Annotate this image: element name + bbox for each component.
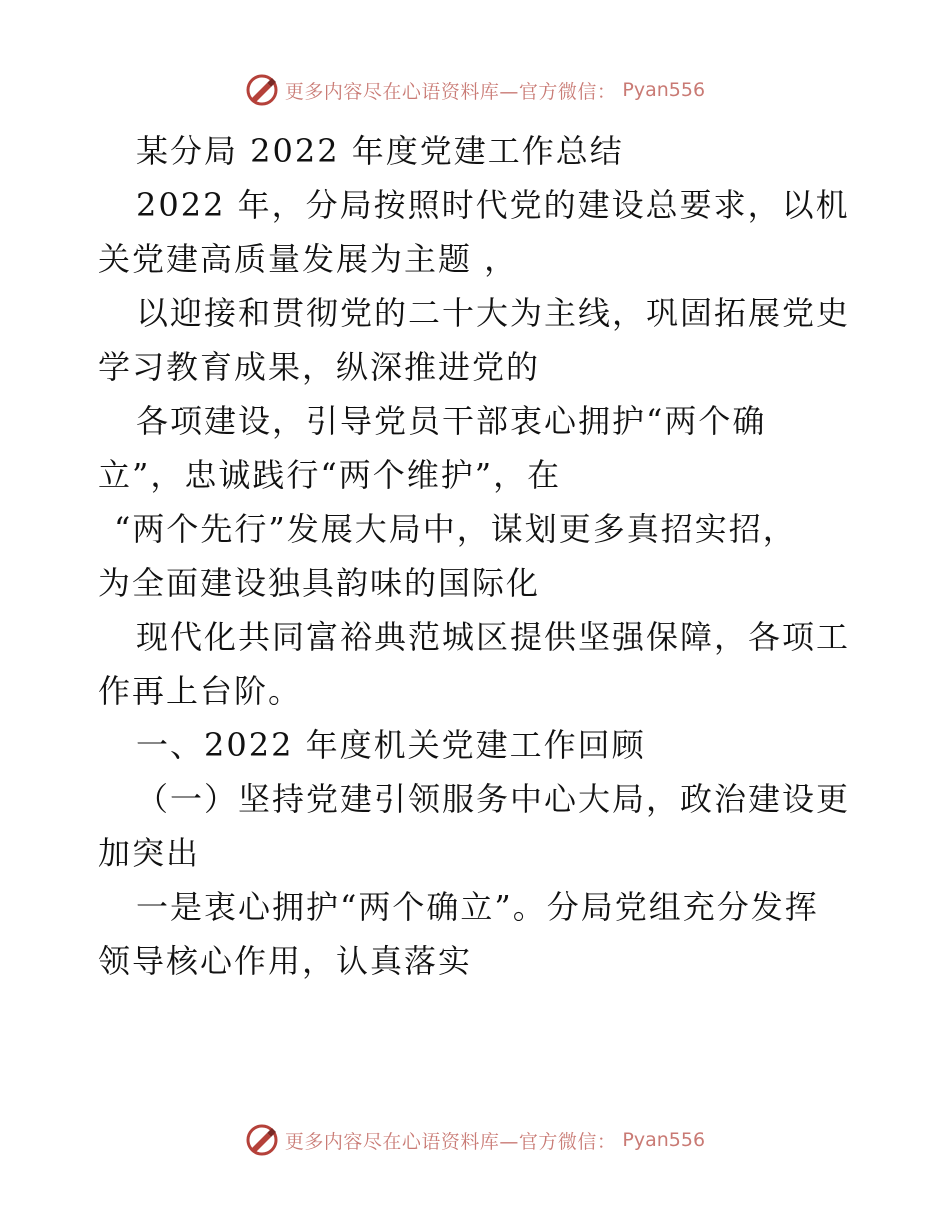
paragraph-line: 关党建高质量发展为主题 ，: [98, 240, 519, 278]
watermark-text: 更多内容尽在心语资料库—官方微信：: [284, 80, 617, 103]
document-body: [98, 124, 858, 988]
footer-watermark: [0, 1120, 950, 1160]
paragraph-line: 2022 年，分局按照时代党的建设总要求，以机: [136, 186, 850, 224]
paragraph-line: 以迎接和贯彻党的二十大为主线，巩固拓展党史: [136, 294, 851, 332]
paragraph-line: “两个先行”发展大局中，谋划更多真招实招，: [114, 510, 797, 548]
paragraph-line: 立”，忠诚践行“两个维护”，在: [98, 456, 562, 494]
header-watermark: [0, 70, 950, 110]
paragraph-line: 领导核心作用，认真落实: [98, 942, 473, 980]
paragraph-line: 为全面建设独具韵味的国际化: [98, 564, 541, 602]
document-title: 某分局 2022 年度党建工作总结: [136, 132, 624, 170]
paragraph-line: 各项建设，引导党员干部衷心拥护“两个确: [136, 402, 767, 440]
paragraph-line: 作再上台阶。: [98, 672, 303, 710]
pen-logo-icon: [245, 73, 279, 107]
subsection-heading-continued: 加突出: [98, 834, 201, 872]
paragraph-line: 现代化共同富裕典范城区提供坚强保障，各项工: [136, 618, 851, 656]
watermark-text: 更多内容尽在心语资料库—官方微信：: [284, 1130, 617, 1153]
paragraph-line: 一是衷心拥护“两个确立”。分局党组充分发挥: [136, 888, 819, 926]
watermark-wechat-id: Pyan556: [622, 1129, 706, 1151]
subsection-heading: （一）坚持党建引领服务中心大局，政治建设更: [136, 780, 851, 818]
pen-logo-icon: [245, 1123, 279, 1157]
section-heading: 一、2022 年度机关党建工作回顾: [136, 726, 646, 764]
paragraph-line: 学习教育成果，纵深推进党的: [98, 348, 541, 386]
watermark-wechat-id: Pyan556: [622, 79, 706, 101]
